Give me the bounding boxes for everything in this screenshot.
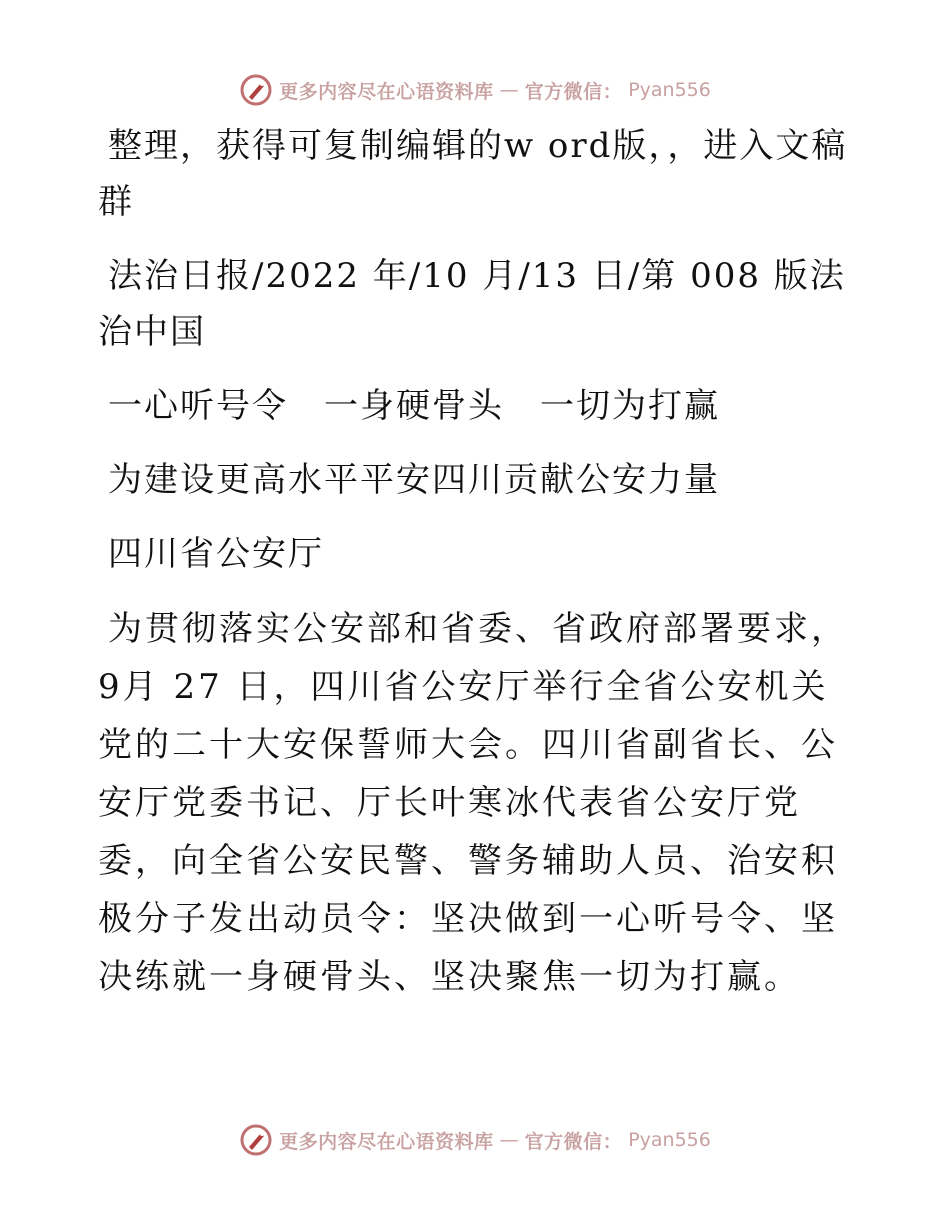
footer-watermark — [0, 1120, 950, 1160]
body-paragraph: 为贯彻落实公安部和省委、省政府部署要求，9月 27 日，四川省公安厅举行全省公安机关党的二十大安保誓师大会。四川省副省长、公安厅党委书记、厅长叶寒冰代表省公安厅党委，向全省公安民警、警务辅助人员、治安积极分子发出动员令：坚决做到一心听号令、坚决练就一身硬骨头、坚决聚焦一切为打赢。 — [98, 609, 848, 997]
watermark-separator: — — [499, 1129, 519, 1151]
intro-note: 整理，获得可复制编辑的w ord版，，进入文稿群 — [98, 126, 848, 222]
watermark-text: 更多内容尽在心语资料库 — [279, 80, 494, 103]
watermark-separator: — — [499, 79, 519, 101]
pen-nib-logo-icon — [239, 73, 273, 107]
source-line: 法治日报/2022 年/10 月/13 日/第 008 版法治中国 — [98, 256, 846, 352]
pen-nib-logo-icon — [239, 1123, 273, 1157]
watermark-official-label: 官方微信： — [524, 1130, 623, 1153]
byline: 四川省公安厅 — [108, 534, 324, 574]
document-body — [98, 118, 858, 1024]
header-watermark — [0, 70, 950, 110]
watermark-text: 更多内容尽在心语资料库 — [279, 1130, 494, 1153]
subheadline: 为建设更高水平平安四川贡献公安力量 — [108, 460, 720, 500]
headline: 一心听号令 一身硬骨头 一切为打赢 — [108, 386, 720, 426]
watermark-official-label: 官方微信： — [524, 80, 623, 103]
watermark-wechat-id: Pyan556 — [628, 1129, 711, 1151]
watermark-wechat-id: Pyan556 — [628, 79, 711, 101]
